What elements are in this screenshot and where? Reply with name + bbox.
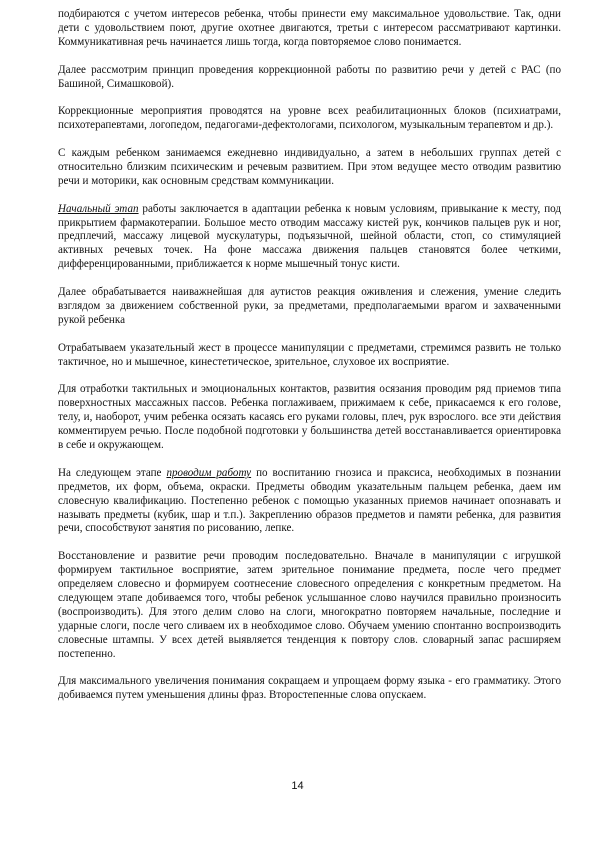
paragraph: Далее рассмотрим принцип проведения коррекционной работы по развитию речи у детей с РАС (по Башиной, Симашковой). [58, 63, 561, 90]
paragraph [58, 203, 561, 273]
emphasized-term: Начальный этап [58, 202, 139, 215]
paragraph: С каждым ребенком занимаемся ежедневно индивидуально, а затем в небольших группах детей с относительно близким психическим и речевым развитием. При этом ведущее место отводим развитию речи и моторики, как основным средствам коммуникации. [58, 147, 561, 187]
paragraph-body: по воспитанию гнозиса и праксиса, необходимых в познании предметов, их форм, объема, окраски. Предметы обводим указательным пальцем ребенка, даем им словесную квалификацию. Постепенно ребенок с помощью указанных приемов начинает опознавать и называть предметы (кубик, шар и т.п.). Закреплению образов предметов и памяти ребенка, для развития речи, способствуют занятия по рисованию, лепке. [58, 466, 561, 535]
paragraph [58, 467, 561, 537]
paragraph: Для отработки тактильных и эмоциональных контактов, развития осязания проводим ряд приемов типа поверхностных массажных пассов. Ребенка поглаживаем, прижимаем к себе, прикасаемся к его голове, телу, и, наоборот, учим ребенка осязать касаясь его руками головы, плеч, рук взрослого. все эти действия комментируем речью. После подобной подготовки у большинства детей восстанавливается ориентировка в себе и окружающем. [58, 383, 561, 451]
paragraph: Отрабатываем указательный жест в процессе манипуляции с предметами, стремимся развить не только тактичное, но и мышечное, кинестетическое, зрительное, слуховое их восприятие. [58, 341, 561, 368]
paragraph-body: работы заключается в адаптации ребенка к новым условиям, привыкание к месту, под прикрытием фармакотерапии. Большое место отводим массажу кистей рук, кончиков пальцев рук и ног, предплечий, массажу лицевой мускулатуры, подъязычной, шейной области, стоп, со стимуляцией активных речевых точек. На фоне массажа движения пальцев становятся более четкими, дифференцированными, приближается к норме мышечный тонус кисти. [58, 202, 561, 271]
emphasized-term: проводим работу [166, 466, 252, 479]
body-text [58, 8, 561, 703]
paragraph: Восстановление и развитие речи проводим последовательно. Вначале в манипуляции с игрушкой формируем тактильное восприятие, затем зрительное понимание предмета, после чего предмет определяем словесно и формируем соотнесение словесного определения с конкретным предметом. На следующем этапе добиваемся того, чтобы ребенок услышанное слово научился правильно произносить (воспроизводить). Для этого делим слово на слоги, многократно повторяем начальные, последние и ударные слоги, после чего сливаем их в необходимое слово. Обучаем умению спонтанно воспроизводить словесные штампы. У всех детей выявляется тенденция к повтору слов. словарный запас расширяем постепенно. [58, 550, 561, 660]
paragraph: подбираются с учетом интересов ребенка, чтобы принести ему максимальное удовольствие. Так, одни дети с удовольствием поют, другие охотнее двигаются, третьи с интересом рассматривают картинки. Коммуникативная речь начинается лишь тогда, когда повторяемое слово понимается. [58, 8, 561, 48]
paragraph: Для максимального увеличения понимания сокращаем и упрощаем форму языка - его грамматику. Этого добиваемся путем уменьшения длины фраз. Второстепенные слова опускаем. [58, 675, 561, 702]
paragraph: Далее обрабатывается наиважнейшая для аутистов реакция оживления и слежения, умение следить взглядом за движением собственной руки, за предметами, предполагаемыми врагом и захваченными рукой ребенка [58, 286, 561, 326]
paragraph: Коррекционные мероприятия проводятся на уровне всех реабилитационных блоков (психиатрами, психотерапевтами, логопедом, педагогами-дефектологами, психологом, музыкальным терапевтом и др.). [58, 105, 561, 132]
page-number: 14 [291, 780, 304, 792]
paragraph-lead: На следующем этапе [58, 466, 167, 479]
